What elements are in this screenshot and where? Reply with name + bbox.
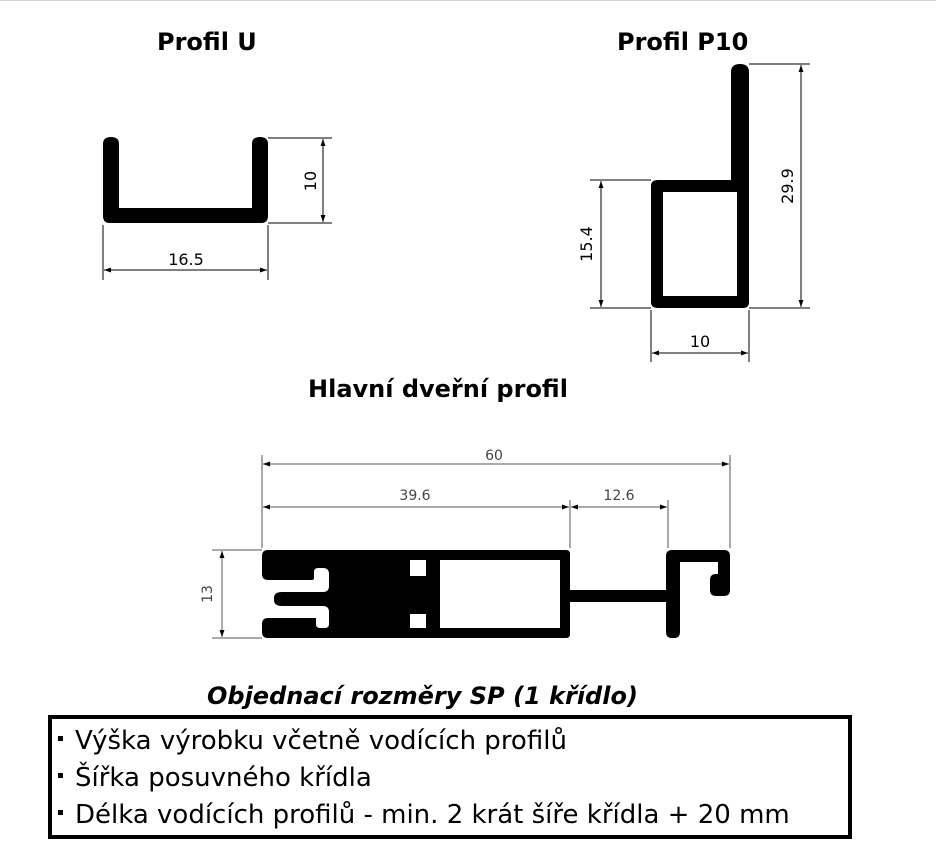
order-list-item-text: Délka vodících profilů - min. 2 krát šíře křídla + 20 mm (75, 800, 790, 830)
profil-u-title: Profil U (157, 28, 257, 56)
order-list-item-text: Výška výrobku včetně vodících profilů (75, 726, 567, 756)
order-list-item (58, 726, 567, 756)
order-list-item (58, 763, 372, 793)
order-dimensions-box (48, 715, 852, 839)
profil-u-height-dim (268, 138, 332, 223)
profil-u-width-label: 16.5 (168, 250, 204, 269)
profil-p10-shape (651, 64, 749, 308)
main-profile-left-width-label: 39.6 (399, 488, 431, 504)
bullet-icon (58, 773, 63, 778)
profil-p10-inner-height-dim (590, 180, 651, 308)
main-profile-right-width-label: 12.6 (603, 488, 635, 504)
order-list-item-text: Šířka posuvného křídla (75, 763, 372, 793)
main-profile-total-width-label: 60 (485, 448, 503, 464)
bullet-icon (58, 736, 63, 741)
profil-p10-title: Profil P10 (617, 28, 749, 56)
main-profile-height-dim (212, 550, 262, 638)
main-profile-shape (262, 550, 730, 638)
profil-u-shape (103, 137, 268, 223)
main-profile-total-width-dim (262, 455, 730, 548)
profil-p10-width-label: 10 (689, 332, 711, 351)
main-profile-height-label: 13 (200, 585, 216, 603)
order-dimensions-title: Objednací rozměry SP (1 křídlo) (207, 682, 638, 710)
main-profile-right-width-dim (571, 500, 668, 548)
main-door-profile-title: Hlavní dveřní profil (308, 375, 568, 403)
bullet-icon (58, 810, 63, 815)
profil-u-height-label: 10 (301, 170, 320, 192)
main-profile-left-width-dim (263, 500, 570, 548)
order-list-item (58, 800, 790, 830)
profil-p10-inner-height-label: 15.4 (577, 226, 596, 262)
profil-p10-total-height-label: 29.9 (778, 168, 797, 204)
